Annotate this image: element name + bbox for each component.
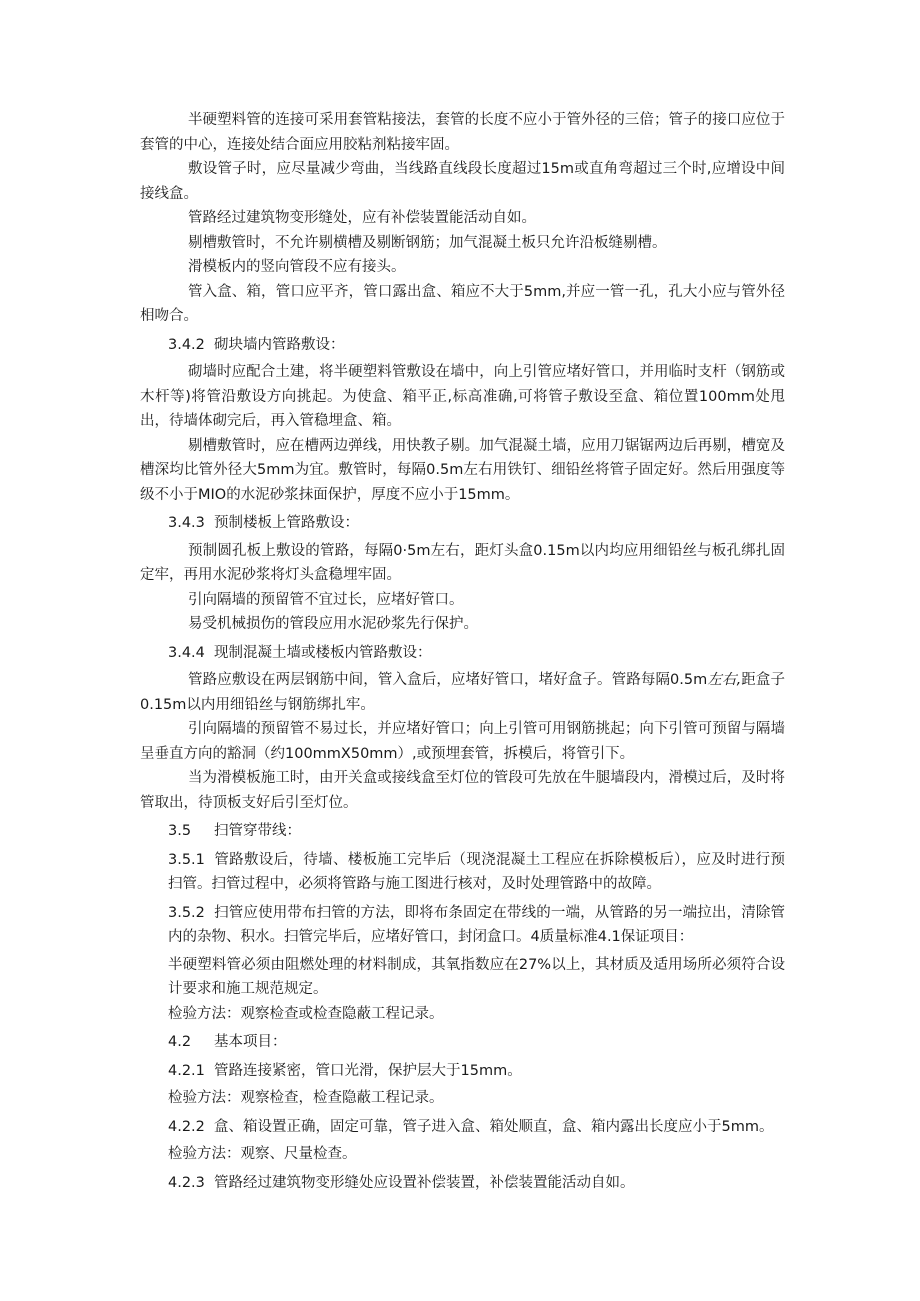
item-3-5-2	[140, 901, 785, 950]
item-number: 3.5.2	[168, 904, 205, 921]
paragraph-cast-in-place	[140, 668, 785, 717]
item-text: 管路经过建筑物变形缝处应设置补偿装置，补偿装置能活动自如。	[214, 1174, 635, 1191]
heading-3-4-4	[140, 641, 785, 666]
text-run: 管路应敷设在两层钢筋中间，管入盒后，应堵好管口，堵好盒子。管路每隔0.5m	[188, 672, 708, 688]
paragraph-partition-stub: 引向隔墙的预留管不宜过长，应堵好管口。	[188, 591, 464, 608]
paragraph-sleeve-bonding: 半硬塑料管的连接可采用套管粘接法，套管的长度不应小于管外径的三倍；管子的接口应位于套管的中心，连接处结合面应用胶粘剂粘接牢固。	[140, 112, 785, 153]
paragraph-box-entry: 管入盒、箱，管口应平齐，管口露出盒、箱应不大于5mm,并应一管一孔，孔大小应与管外径相吻合。	[140, 283, 785, 324]
heading-number: 3.5	[168, 823, 192, 839]
heading-4-2	[140, 1030, 785, 1055]
item-4-2-3	[140, 1171, 785, 1196]
item-text: 管路连接紧密，管口光滑，保护层大于15mm。	[214, 1062, 522, 1079]
paragraph-flame-retardant: 半硬塑料管必须由阻燃处理的材料制成，其氧指数应在27%以上，其材质及适用场所必须符合设计要求和施工规范规定。	[168, 956, 785, 997]
document-page	[140, 108, 785, 1198]
item-4-2-1	[140, 1059, 785, 1084]
paragraph-slipform-vertical: 滑模板内的竖向管段不应有接头。	[188, 259, 406, 275]
heading-number: 3.4.2	[168, 336, 205, 353]
heading-3-4-3	[140, 511, 785, 536]
heading-title: 预制楼板上管路敷设：	[214, 515, 359, 531]
paragraph-expansion-joint: 管路经过建筑物变形缝处，应有补偿装置能活动自如。	[188, 210, 536, 226]
item-4-2-2	[140, 1115, 785, 1140]
heading-3-4-2	[140, 333, 785, 358]
heading-title: 基本项目：	[214, 1034, 287, 1050]
item-text: 扫管应使用带布扫管的方法，即将布条固定在带线的一端，从管路的另一端拉出，清除管内的杂物、积水。扫管完毕后，应堵好管口，封闭盒口。4质量标准4.1保证项目：	[168, 904, 785, 945]
item-number: 4.2.2	[168, 1118, 205, 1135]
italic-text-run: 左右,	[707, 672, 742, 688]
paragraph-check-method: 检验方法：观察检查，检查隐蔽工程记录。	[168, 1090, 444, 1106]
heading-number: 4.2	[168, 1034, 192, 1050]
paragraph-block-wall: 砌墙时应配合土建，将半硬塑料管敷设在墙中，向上引管应堵好管口，并用临时支杆（钢筋或木杆等)将管沿敷设方向挑起。为使盒、箱平正,标高准确,可将管子敷设至盒、箱位置100mm处甩出，待墙体砌完后，再入管稳埋盒、箱。	[140, 364, 785, 429]
heading-title: 砌块墙内管路敷设：	[214, 336, 345, 353]
paragraph-precast-slab: 预制圆孔板上敷设的管路，每隔0·5m左右，距灯头盒0.15m以内均应用细铅丝与板孔绑扎固定牢，再用水泥砂浆将灯头盒稳埋牢固。	[140, 542, 785, 583]
item-text: 管路敷设后，待墙、楼板施工完毕后（现浇混凝土工程应在拆除模板后），应及时进行预扫管。扫管过程中，必须将管路与施工图进行核对，及时处理管路中的故障。	[168, 851, 785, 892]
text-run: 距盒子0.15m以内用细铅丝与钢筋绑扎牢。	[140, 672, 786, 713]
heading-number: 3.4.3	[168, 515, 205, 531]
heading-3-5	[140, 819, 785, 844]
paragraph-junction-box: 敷设管子时，应尽量减少弯曲，当线路直线段长度超过15m或直角弯超过三个时,应增设中间接线盒。	[140, 161, 785, 202]
item-number: 4.2.1	[168, 1062, 205, 1079]
paragraph-slipform-lamp: 当为滑模板施工时，由开关盒或接线盒至灯位的管段可先放在牛腿墙段内，滑模过后，及时将管取出，待顶板支好后引至灯位。	[140, 770, 785, 811]
heading-number: 3.4.4	[168, 644, 205, 661]
paragraph-partition-opening: 引向隔墙的预留管不易过长，并应堵好管口；向上引管可用钢筋挑起；向下引管可预留与隔墙呈垂直方向的豁洞（约100mmX50mm）,或预埋套管，拆模后，将管引下。	[140, 721, 785, 762]
paragraph-mechanical-protection: 易受机械损伤的管段应用水泥砂浆先行保护。	[188, 616, 478, 632]
heading-title: 现制混凝土墙或楼板内管路敷设：	[214, 644, 432, 661]
item-text: 盒、箱设置正确，固定可靠，管子进入盒、箱处顺直，盒、箱内露出长度应小于5mm。	[214, 1118, 774, 1135]
paragraph-check-method: 检验方法：观察、尺量检查。	[168, 1146, 357, 1162]
heading-title: 扫管穿带线：	[214, 823, 301, 839]
item-3-5-1	[140, 848, 785, 897]
item-number: 4.2.3	[168, 1174, 205, 1191]
paragraph-check-method: 检验方法：观察检查或检查隐蔽工程记录。	[168, 1005, 444, 1022]
item-number: 3.5.1	[168, 851, 205, 868]
paragraph-groove-cutting: 剔槽敷管时，不允许剔横槽及剔断钢筋；加气混凝土板只允许沿板缝剔槽。	[188, 234, 667, 251]
paragraph-block-groove: 剔槽敷管时，应在槽两边弹线，用快教子剔。加气混凝土墙，应用刀锯锯两边后再剔，槽宽及槽深均比管外径大5mm为宜。敷管时，每隔0.5m左右用铁钉、细铅丝将管子固定好。然后用强度等级不小于MIO的水泥砂浆抹面保护，厚度不应小于15mm。	[140, 437, 785, 503]
